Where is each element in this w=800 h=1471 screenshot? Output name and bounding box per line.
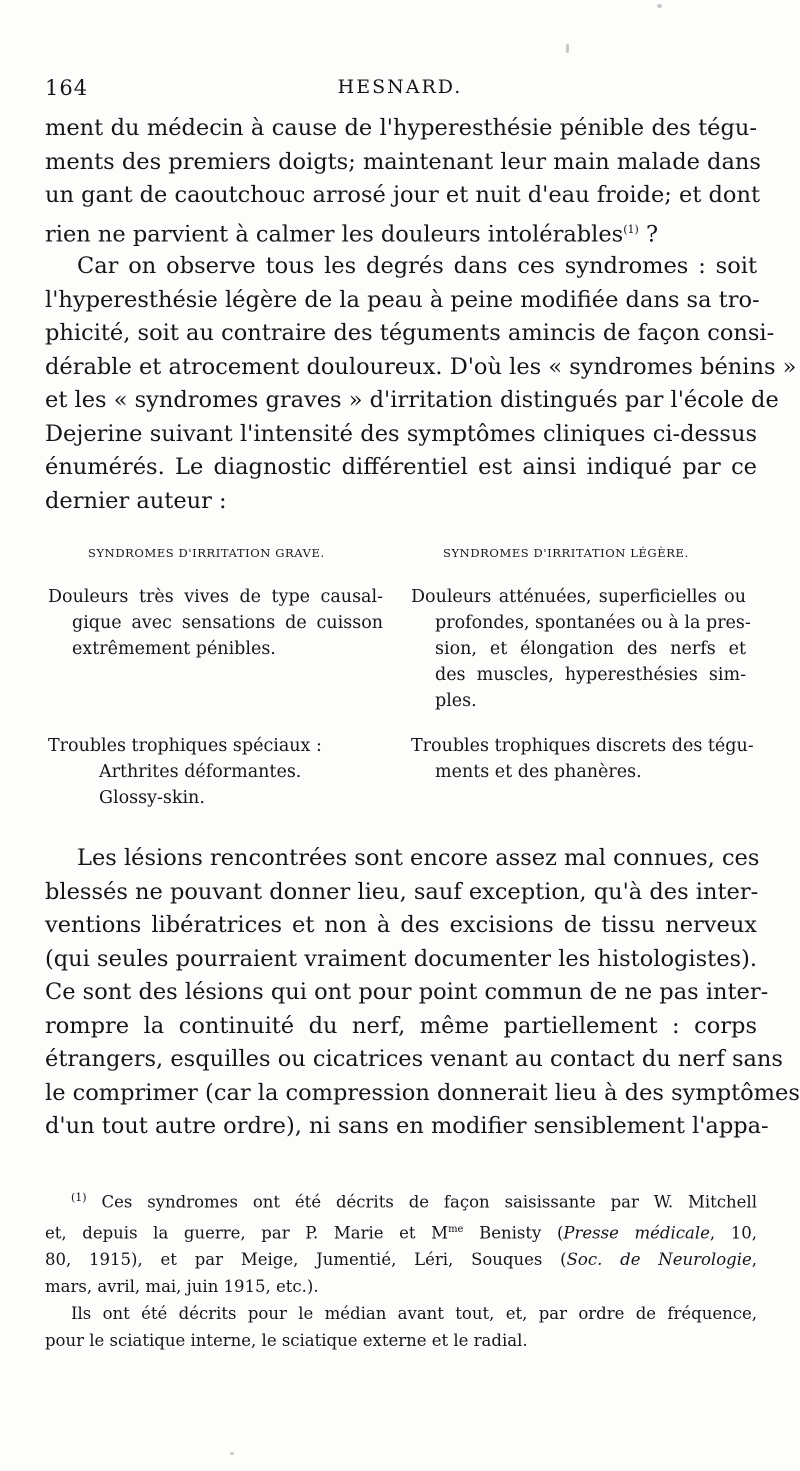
text-line: Glossy-skin. bbox=[99, 788, 205, 808]
text-line: gique avec sensations de cuisson bbox=[72, 613, 383, 633]
journal-title: Presse médicale bbox=[563, 1223, 710, 1242]
text-line: (qui seules pourraient vraiment documenter les histologistes). bbox=[45, 945, 757, 972]
text-line: ples. bbox=[435, 691, 477, 711]
text-line: Douleurs atténuées, superficielles ou bbox=[411, 587, 746, 607]
table-cell-legere-trophic bbox=[411, 733, 754, 785]
text-line: pour le sciatique interne, le sciatique externe et le radial. bbox=[45, 1331, 528, 1350]
page-header bbox=[45, 76, 755, 106]
text-line: énumérés. Le diagnostic différentiel est ainsi indiqué par ce bbox=[45, 454, 757, 480]
scan-speck bbox=[657, 4, 662, 8]
text-line: rompre la continuité du nerf, même partiellement : corps bbox=[45, 1012, 757, 1039]
text-line: mars, avril, mai, juin 1915, etc.). bbox=[45, 1277, 319, 1296]
text-segment: 80, 1915), et par Meige, Jumentié, Léri, Souques ( bbox=[45, 1250, 567, 1269]
text-line: Troubles trophiques spéciaux : bbox=[48, 736, 322, 756]
text-line: Dejerine suivant l'intensité des symptômes cliniques ci-dessus bbox=[45, 420, 757, 447]
text-line: phicité, soit au contraire des téguments amincis de façon consi- bbox=[45, 320, 775, 346]
page-number: 164 bbox=[45, 76, 89, 100]
table-cell-legere-pain bbox=[411, 584, 751, 714]
table-heading-legere: SYNDROMES D'IRRITATION LÉGÈRE. bbox=[443, 546, 689, 560]
text-line bbox=[45, 1184, 757, 1216]
text-segment: ? bbox=[638, 221, 659, 247]
text-line: et les « syndromes graves » d'irritation distingués par l'école de bbox=[45, 387, 779, 413]
text-segment: Benisty ( bbox=[463, 1223, 564, 1242]
text-line: Ce sont des lésions qui ont pour point commun de ne pas inter- bbox=[45, 979, 769, 1005]
text-segment: et, depuis la guerre, par P. Marie et M bbox=[45, 1223, 449, 1242]
text-line: ment du médecin à cause de l'hyperesthésie pénible des tégu- bbox=[45, 115, 757, 141]
text-line: dérable et atrocement douloureux. D'où les « syndromes bénins » bbox=[45, 353, 797, 380]
scan-speck bbox=[230, 1452, 234, 1455]
table-cell-grave-trophic bbox=[48, 733, 383, 811]
text-line: étrangers, esquilles ou cicatrices venant au contact du nerf sans bbox=[45, 1046, 783, 1072]
paragraph-continuation bbox=[45, 112, 761, 252]
text-line: Arthrites déformantes. bbox=[99, 762, 302, 782]
text-line: le comprimer (car la compression donnerait lieu à des symptômes bbox=[45, 1079, 800, 1106]
text-segment: , 10, bbox=[709, 1223, 757, 1242]
footnote-mark: (1) bbox=[71, 1191, 87, 1204]
table-heading-grave: SYNDROMES D'IRRITATION GRAVE. bbox=[88, 546, 325, 560]
text-line: d'un tout autre ordre), ni sans en modifier sensiblement l'appa- bbox=[45, 1113, 769, 1139]
text-line: Douleurs très vives de type causal- bbox=[48, 587, 383, 607]
running-title: HESNARD. bbox=[337, 76, 463, 98]
footnote-reference: (1) bbox=[623, 222, 639, 236]
text-line: des muscles, hyperesthésies sim- bbox=[435, 665, 746, 685]
paragraph-lesions bbox=[45, 842, 800, 1144]
text-line: Car on observe tous les degrés dans ces syndromes : soit bbox=[77, 253, 757, 279]
footnote bbox=[45, 1184, 757, 1354]
text-line: blessés ne pouvant donner lieu, sauf exception, qu'à des inter- bbox=[45, 878, 759, 905]
text-segment: , bbox=[751, 1250, 757, 1269]
text-line: profondes, spontanées ou à la pres- bbox=[435, 613, 751, 633]
scan-speck bbox=[566, 44, 569, 53]
society-title: Soc. de Neurologie bbox=[566, 1250, 752, 1269]
text-line: extrêmement pénibles. bbox=[72, 639, 276, 659]
table-cell-grave-pain bbox=[48, 584, 383, 662]
text-segment: Ces syndromes ont été décrits de façon saisissante par W. Mitchell bbox=[101, 1192, 757, 1212]
text-line: Ils ont été décrits pour le médian avant tout, et, par ordre de fréquence, bbox=[71, 1304, 757, 1323]
text-line bbox=[45, 1216, 757, 1247]
text-line: sion, et élongation des nerfs et bbox=[435, 639, 746, 659]
text-line: ventions libératrices et non à des excisions de tissu nerveux bbox=[45, 912, 757, 938]
text-line: dernier auteur : bbox=[45, 487, 227, 514]
text-line: un gant de caoutchouc arrosé jour et nuit d'eau froide; et dont bbox=[45, 182, 761, 208]
text-segment: rien ne parvient à calmer les douleurs intolérables bbox=[45, 221, 624, 247]
text-line: Les lésions rencontrées sont encore assez mal connues, ces bbox=[77, 845, 760, 871]
text-line: ments des premiers doigts; maintenant leur main malade dans bbox=[45, 148, 761, 175]
paragraph-degrees bbox=[45, 250, 797, 518]
text-line: l'hyperesthésie légère de la peau à peine modifiée dans sa tro- bbox=[45, 286, 760, 313]
text-line: Troubles trophiques discrets des tégu- bbox=[411, 736, 754, 756]
text-line bbox=[45, 1246, 757, 1273]
text-line bbox=[45, 213, 757, 252]
superscript: me bbox=[448, 1223, 464, 1235]
text-line: ments et des phanères. bbox=[435, 762, 642, 782]
